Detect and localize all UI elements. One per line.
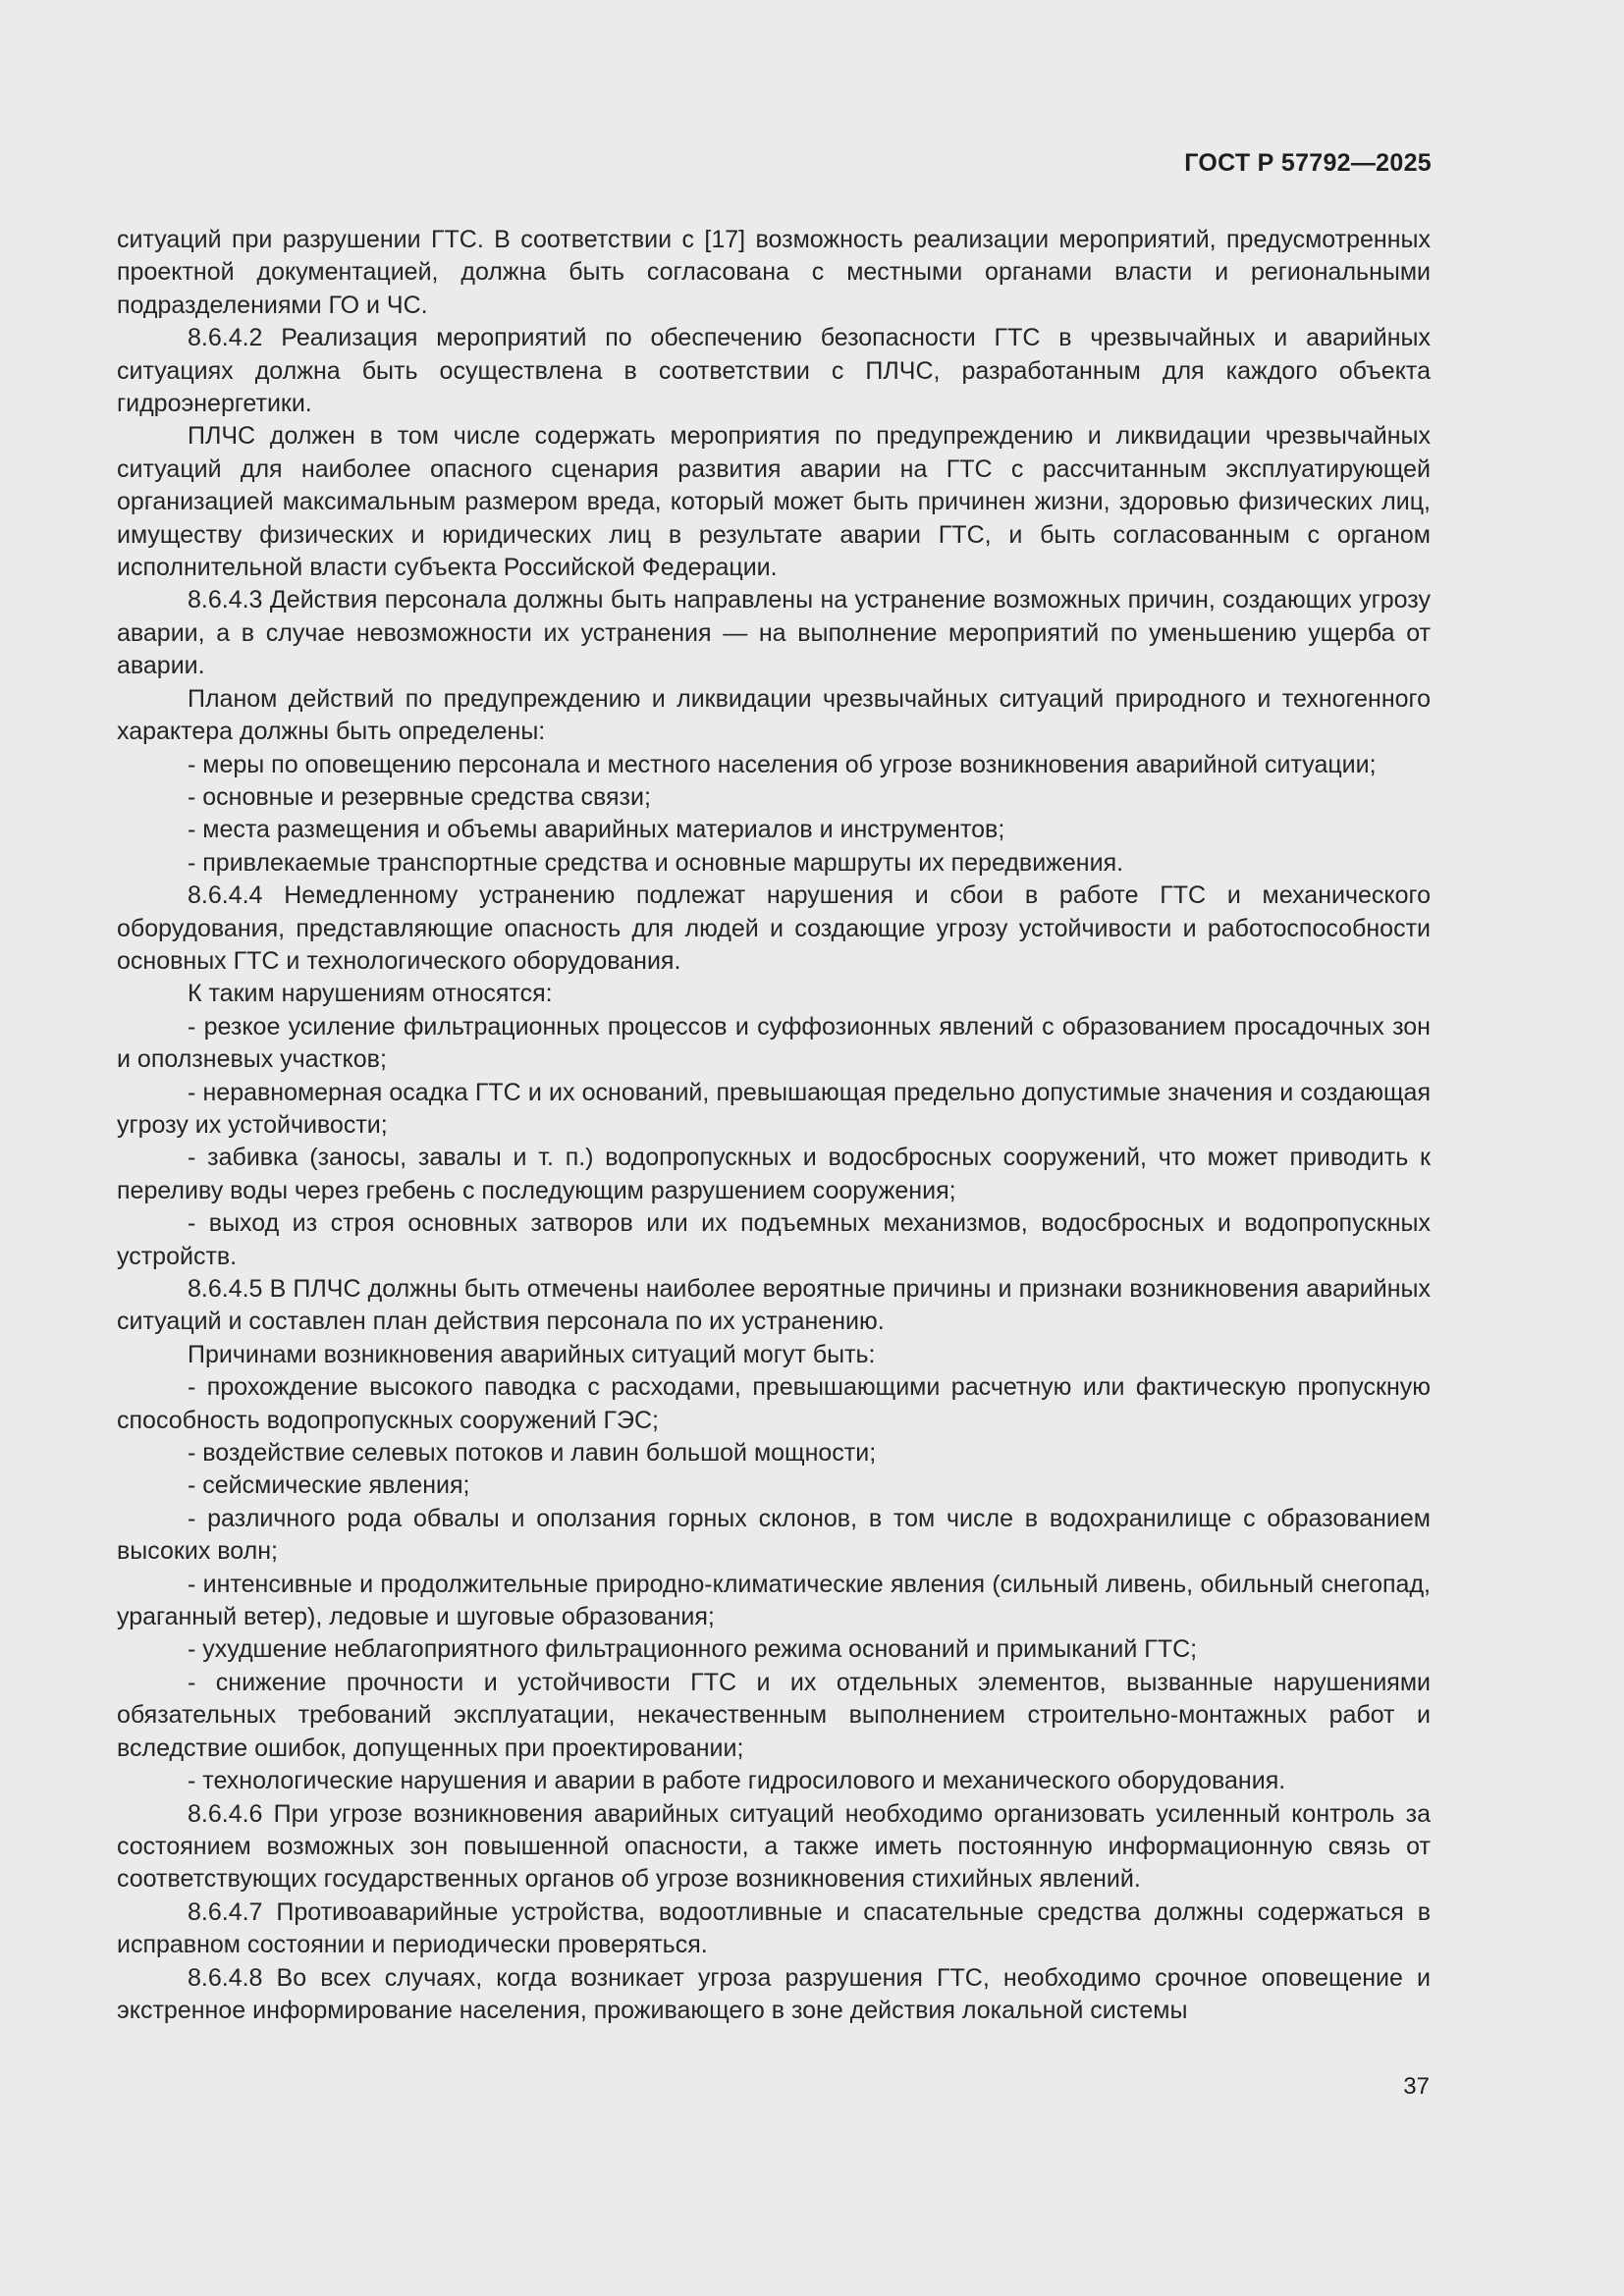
list-item: - различного рода обвалы и оползания горных склонов, в том числе в водохранилище с образованием высоких волн; xyxy=(117,1504,1431,1566)
paragraph: 8.6.4.5 В ПЛЧС должны быть отмечены наиболее вероятные причины и признаки возникновения аварийных ситуаций и составлен план действия персонала по их устранению. xyxy=(117,1275,1431,1336)
list-item: - неравномерная осадка ГТС и их оснований, превышающая предельно допустимые значения и создающая угрозу их устойчивости; xyxy=(117,1078,1431,1139)
list-item: - основные и резервные средства связи; xyxy=(188,782,651,811)
paragraph: К таким нарушениям относятся: xyxy=(188,980,553,1008)
list-item: - забивка (заносы, завалы и т. п.) водопропускных и водосбросных сооружений, что может приводить к переливу воды через гребень с последующим разрушением сооружения; xyxy=(117,1144,1431,1204)
list-item: - привлекаемые транспортные средства и основные маршруты их передвижения. xyxy=(188,848,1124,877)
list-item: - сейсмические явления; xyxy=(188,1471,470,1500)
list-item: - места размещения и объемы аварийных материалов и инструментов; xyxy=(188,816,1005,844)
list-item: - воздействие селевых потоков и лавин большой мощности; xyxy=(188,1439,877,1468)
paragraph: 8.6.4.6 При угрозе возникновения аварийных ситуаций необходимо организовать усиленный контроль за состоянием возможных зон повышенной опасности, а также иметь постоянную информационную связь от соответствующих государственных органов об угрозе возникновения стихийных явлений. xyxy=(117,1799,1431,1894)
page-number: 37 xyxy=(1403,2073,1430,2100)
paragraph: 8.6.4.3 Действия персонала должны быть направлены на устранение возможных причин, создающих угрозу аварии, а в случае невозможности их устранения — на выполнение мероприятий по уменьшению ущерба от аварии. xyxy=(117,586,1431,680)
paragraph: ситуаций при разрушении ГТС. В соответствии с [17] возможность реализации мероприятий, предусмотренных проектной документацией, должна быть согласована с местными органами власти и региональными подразделениями ГО и ЧС. xyxy=(117,226,1431,319)
list-item: - прохождение высокого паводка с расходами, превышающими расчетную или фактическую пропускную способность водопропускных сооружений ГЭС; xyxy=(117,1373,1431,1434)
list-item: - снижение прочности и устойчивости ГТС и их отдельных элементов, вызванные нарушениями обязательных требований эксплуатации, некачественным выполнением строительно-монтажных работ и вследствие ошибок, допущенных при проектировании; xyxy=(117,1668,1431,1762)
paragraph: 8.6.4.8 Во всех случаях, когда возникает угроза разрушения ГТС, необходимо срочное оповещение и экстренное информирование населения, проживающего в зоне действия локальной системы xyxy=(117,1963,1431,2024)
paragraph: Планом действий по предупреждению и ликвидации чрезвычайных ситуаций природного и техногенного характера должны быть определены: xyxy=(117,684,1431,746)
paragraph: 8.6.4.2 Реализация мероприятий по обеспечению безопасности ГТС в чрезвычайных и аварийных ситуациях должна быть осуществлена в соответствии с ПЛЧС, разработанным для каждого объекта гидроэнергетики. xyxy=(117,324,1431,418)
paragraph: 8.6.4.4 Немедленному устранению подлежат нарушения и сбои в работе ГТС и механического оборудования, представляющие опасность для людей и создающие угрозу устойчивости и работоспособности основных ГТС и технологического оборудования. xyxy=(117,881,1431,975)
document-body xyxy=(117,224,1431,2027)
list-item: - выход из строя основных затворов или их подъемных механизмов, водосбросных и водопропускных устройств. xyxy=(117,1209,1431,1270)
list-item: - ухудшение неблагоприятного фильтрационного режима оснований и примыканий ГТС; xyxy=(188,1635,1198,1664)
list-item: - технологические нарушения и аварии в работе гидросилового и механического оборудования. xyxy=(188,1767,1286,1795)
list-item: - меры по оповещению персонала и местного населения об угрозе возникновения аварийной ситуации; xyxy=(188,750,1377,778)
paragraph: ПЛЧС должен в том числе содержать мероприятия по предупреждению и ликвидации чрезвычайных ситуаций для наиболее опасного сценария развития аварии на ГТС с рассчитанным эксплуатирующей организацией максимальным размером вреда, который может быть причинен жизни, здоровью физических лиц, имуществу физических и юридических лиц в результате аварии ГТС, и быть согласованным с органом исполнительной власти субъекта Российской Федерации. xyxy=(117,422,1431,582)
paragraph: 8.6.4.7 Противоаварийные устройства, водоотливные и спасательные средства должны содержаться в исправном состоянии и периодически проверяться. xyxy=(117,1897,1431,1959)
standard-header: ГОСТ Р 57792—2025 xyxy=(1184,149,1432,177)
list-item: - резкое усиление фильтрационных процессов и суффозионных явлений с образованием просадочных зон и оползневых участков; xyxy=(117,1012,1431,1074)
list-item: - интенсивные и продолжительные природно-климатические явления (сильный ливень, обильный снегопад, ураганный ветер), ледовые и шуговые образования; xyxy=(117,1570,1431,1631)
paragraph: Причинами возникновения аварийных ситуаций могут быть: xyxy=(188,1340,876,1368)
